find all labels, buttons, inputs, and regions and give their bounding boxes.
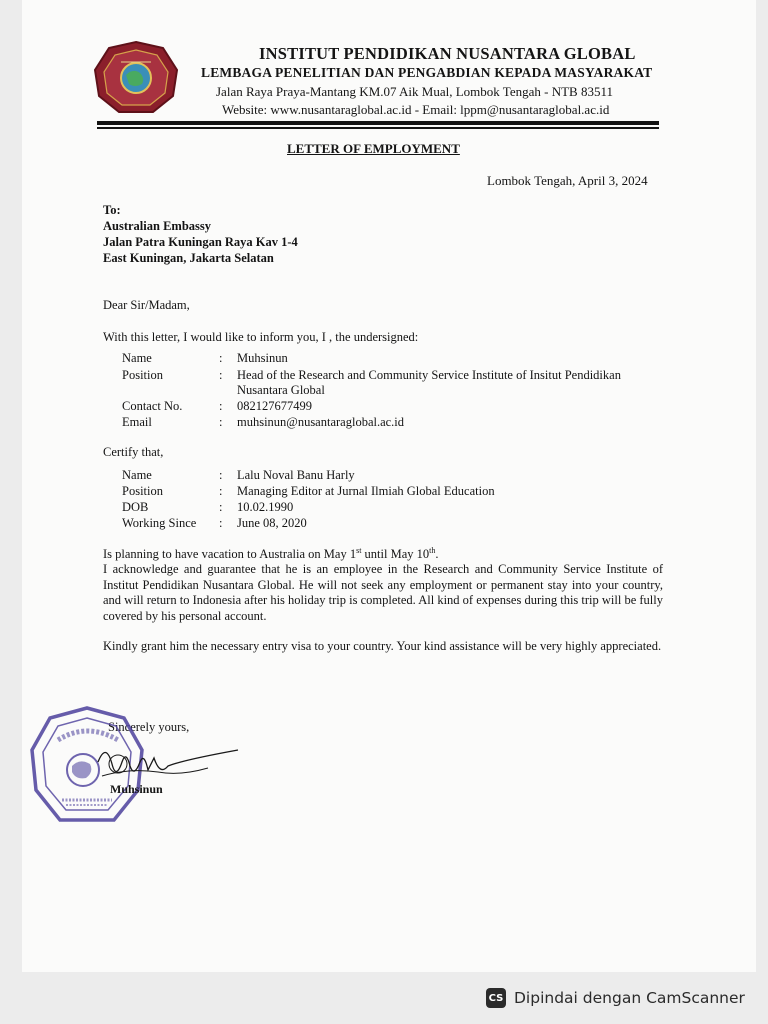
vacation-middle: until May 10: [361, 547, 430, 562]
field-colon: :: [219, 399, 223, 413]
field-value: Lalu Noval Banu Harly: [237, 468, 355, 482]
institution-logo: [93, 40, 179, 116]
field-label: DOB: [122, 500, 149, 514]
certify-text: Certify that,: [103, 445, 164, 459]
institution-name: INSTITUT PENDIDIKAN NUSANTARA GLOBAL: [259, 44, 636, 63]
recipient-line: Jalan Patra Kuningan Raya Kav 1-4: [103, 235, 298, 249]
to-label: To:: [103, 203, 121, 217]
contact-line: Website: www.nusantaraglobal.ac.id - Email: lppm@nusantaraglobal.ac.id: [222, 102, 610, 117]
salutation: Dear Sir/Madam,: [103, 298, 190, 312]
place-date: Lombok Tengah, April 3, 2024: [487, 173, 648, 188]
letter-title: LETTER OF EMPLOYMENT: [287, 141, 460, 156]
vacation-suffix: .: [435, 547, 439, 562]
sign-off: Sincerely yours,: [108, 720, 190, 734]
field-label: Name: [122, 468, 152, 482]
field-value: June 08, 2020: [237, 516, 307, 530]
field-value: Head of the Research and Community Service Institute of Insitut Pendidikan: [237, 368, 621, 382]
field-label: Working Since: [122, 516, 197, 530]
field-colon: :: [219, 516, 223, 530]
field-label: Contact No.: [122, 399, 183, 413]
field-label: Position: [122, 368, 163, 382]
intro-text: With this letter, I would like to inform you, I , the undersigned:: [103, 330, 419, 344]
field-colon: :: [219, 484, 223, 498]
vacation-text: [103, 546, 439, 562]
header-rule-thin: [97, 127, 659, 129]
camscanner-icon: CS: [486, 988, 506, 1008]
field-value: Muhsinun: [237, 351, 288, 365]
field-value: muhsinun@nusantaraglobal.ac.id: [237, 415, 405, 429]
field-label: Name: [122, 351, 152, 365]
field-label: Email: [122, 415, 152, 429]
field-value-continued: Nusantara Global: [237, 383, 325, 397]
vacation-prefix: Is planning to have vacation to Australia on May 1: [103, 547, 357, 562]
field-colon: :: [219, 415, 223, 429]
signature-name: Muhsinun: [110, 782, 163, 796]
address-line: Jalan Raya Praya-Mantang KM.07 Aik Mual, Lombok Tengah - NTB 83511: [216, 84, 613, 99]
guarantee-paragraph: I acknowledge and guarantee that he is an employee in the Research and Community Service Institute of Institut Pendidikan Nusantara Global. He will not seek any employment or permanent stay into your country, and will return to Indonesia after his holiday trip is completed. All kind of expenses during this trip will be fully covered by his personal account.: [103, 562, 663, 623]
header-rule-thick: [97, 121, 659, 125]
vacation-sup2: th: [429, 546, 436, 555]
field-label: Position: [122, 484, 163, 498]
field-colon: :: [219, 368, 223, 382]
request-paragraph: Kindly grant him the necessary entry visa to your country. Your kind assistance will be very highly appreciated.: [103, 639, 662, 653]
field-colon: :: [219, 468, 223, 482]
recipient-line: Australian Embassy: [103, 219, 212, 233]
vacation-sup1: st: [356, 546, 362, 555]
field-value: Managing Editor at Jurnal Ilmiah Global Education: [237, 484, 495, 498]
field-colon: :: [219, 351, 223, 365]
recipient-block: [103, 202, 298, 266]
camscanner-text: Dipindai dengan CamScanner: [514, 989, 745, 1007]
camscanner-watermark: [472, 985, 757, 1011]
field-value: 10.02.1990: [237, 500, 294, 514]
field-colon: :: [219, 500, 223, 514]
department-name: LEMBAGA PENELITIAN DAN PENGABDIAN KEPADA MASYARAKAT: [201, 65, 653, 80]
recipient-line: East Kuningan, Jakarta Selatan: [103, 251, 274, 265]
field-value: 082127677499: [237, 399, 312, 413]
